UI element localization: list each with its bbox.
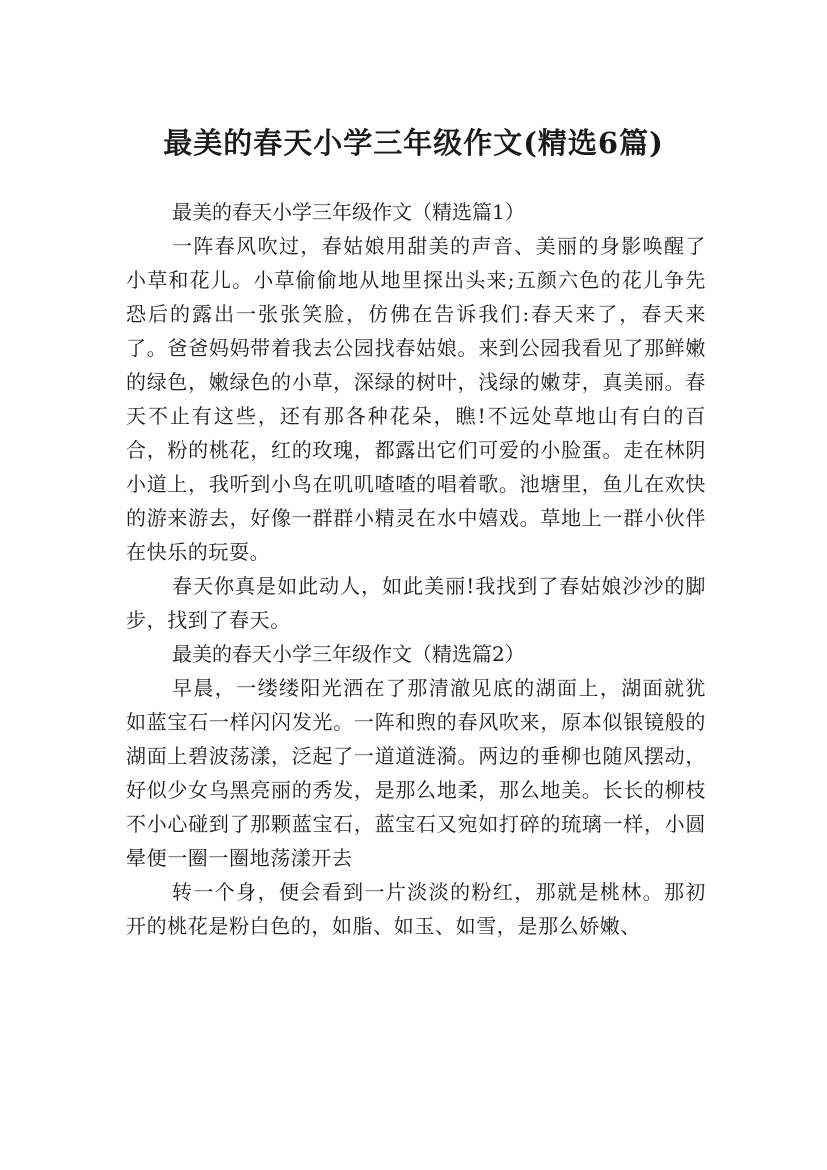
document-body xyxy=(126,195,706,943)
paragraph: 春天你真是如此动人，如此美丽!我找到了春姑娘沙沙的脚步，找到了春天。 xyxy=(126,574,706,632)
paragraph: 转一个身，便会看到一片淡淡的粉红，那就是桃林。那初开的桃花是粉白色的，如脂、如玉、如雪，是那么娇嫩、 xyxy=(126,880,706,938)
paragraph: 早晨，一缕缕阳光洒在了那清澈见底的湖面上，湖面就犹如蓝宝石一样闪闪发光。一阵和煦的春风吹来，原本似银镜般的湖面上碧波荡漾，泛起了一道道涟漪。两边的垂柳也随风摆动，好似少女乌黑亮丽的秀发，是那么地柔，那么地美。长长的柳枝不小心碰到了那颗蓝宝石，蓝宝石又宛如打碎的琉璃一样，小圆晕便一圈一圈地荡漾开去 xyxy=(126,676,706,870)
section-heading: 最美的春天小学三年级作文（精选篇1） xyxy=(172,200,525,224)
document-title: 最美的春天小学三年级作文(精选6篇) xyxy=(163,126,664,161)
section-heading: 最美的春天小学三年级作文（精选篇2） xyxy=(172,642,525,666)
paragraph: 一阵春风吹过，春姑娘用甜美的声音、美丽的身影唤醒了小草和花儿。小草偷偷地从地里探出头来;五颜六色的花儿争先恐后的露出一张张笑脸，仿佛在告诉我们:春天来了，春天来了。爸爸妈妈带着我去公园找春姑娘。来到公园我看见了那鲜嫩的绿色，嫩绿色的小草，深绿的树叶，浅绿的嫩芽，真美丽。春天不止有这些，还有那各种花朵，瞧!不远处草地山有白的百合，粉的桃花，红的玫瑰，都露出它们可爱的小脸蛋。走在林阴小道上，我听到小鸟在叽叽喳喳的唱着歌。池塘里，鱼儿在欢快的游来游去，好像一群群小精灵在水中嬉戏。草地上一群小伙伴在快乐的玩耍。 xyxy=(126,234,706,564)
